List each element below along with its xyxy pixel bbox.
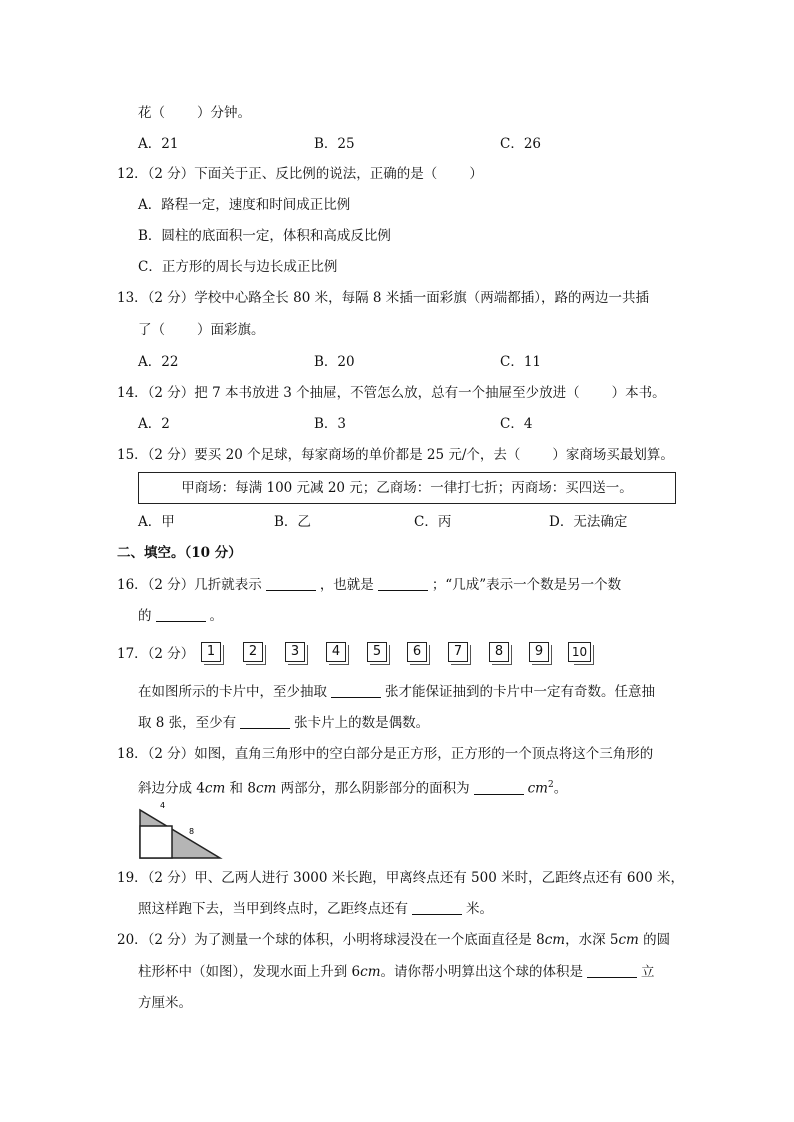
q20-stem-line1: 20．（2 分）为了测量一个球的体积，小明将球浸没在一个底面直径是 8cm，水深 5cm 的圆 xyxy=(117,932,671,948)
q14-option-b[interactable]: B．3 xyxy=(314,416,347,432)
q17-stem-line1: 在如图所示的卡片中，至少抽取 张才能保证抽到的卡片中一定有奇数。任意抽 xyxy=(138,684,655,700)
q13-option-a[interactable]: A．22 xyxy=(138,354,179,370)
q16-blank-1[interactable] xyxy=(266,576,316,591)
number-card: 3 xyxy=(285,642,305,662)
q17-stem-line2: 取 8 张，至少有 张卡片上的数是偶数。 xyxy=(138,715,430,731)
right-triangle-figure xyxy=(136,800,226,862)
q20-blank[interactable] xyxy=(587,963,637,978)
q12-stem: 12．（2 分）下面关于正、反比例的说法，正确的是（ ） xyxy=(117,166,483,182)
number-card: 6 xyxy=(407,642,427,662)
q13-option-b[interactable]: B．20 xyxy=(314,354,355,370)
number-card: 10 xyxy=(568,642,591,662)
q20-stem-line3: 方厘米。 xyxy=(138,995,192,1011)
q14-option-a[interactable]: A．2 xyxy=(138,416,170,432)
triangle-label-side: 8 xyxy=(189,827,195,836)
number-card: 9 xyxy=(529,642,549,662)
q16-blank-3[interactable] xyxy=(156,607,206,622)
q18-stem-line1: 18．（2 分）如图，直角三角形中的空白部分是正方形，正方形的一个顶点将这个三角形的 xyxy=(117,746,654,762)
q16-blank-2[interactable] xyxy=(378,576,428,591)
number-card: 5 xyxy=(367,642,387,662)
q11-option-a[interactable]: A．21 xyxy=(138,136,179,152)
q18-blank[interactable] xyxy=(474,780,524,795)
q17-blank-2[interactable] xyxy=(240,714,290,729)
q14-option-c[interactable]: C．4 xyxy=(500,416,533,432)
q14-stem: 14．（2 分）把 7 本书放进 3 个抽屉，不管怎么放，总有一个抽屉至少放进（ ）本书。 xyxy=(117,385,666,401)
q15-option-d[interactable]: D．无法确定 xyxy=(549,514,628,530)
section-heading: 二、填空。（10 分） xyxy=(117,545,242,561)
q15-stem: 15．（2 分）要买 20 个足球，每家商场的单价都是 25 元/个，去（ ）家商场买最划算。 xyxy=(117,447,674,463)
number-card: 4 xyxy=(326,642,346,662)
number-card: 7 xyxy=(448,642,468,662)
q11-tail: 花（ ）分钟。 xyxy=(138,105,251,121)
q17-blank-1[interactable] xyxy=(331,683,381,698)
number-card: 2 xyxy=(243,642,263,662)
q17-stem-number: 17．（2 分） xyxy=(117,646,195,662)
number-card: 1 xyxy=(201,642,221,662)
triangle-label-top: 4 xyxy=(160,801,166,810)
q15-option-a[interactable]: A．甲 xyxy=(138,514,175,530)
q15-option-c[interactable]: C．丙 xyxy=(414,514,452,530)
q11-option-b[interactable]: B．25 xyxy=(314,136,355,152)
q12-option-b[interactable]: B．圆柱的底面积一定，体积和高成反比例 xyxy=(138,228,391,244)
q13-option-c[interactable]: C．11 xyxy=(500,354,542,370)
q16-stem-line2: 的 。 xyxy=(138,608,223,624)
q12-option-c[interactable]: C．正方形的周长与边长成正比例 xyxy=(138,259,338,275)
q16-stem-line1: 16．（2 分）几折就表示 ，也就是 ；“几成”表示一个数是另一个数 xyxy=(117,577,622,593)
q20-stem-line2: 柱形杯中（如图），发现水面上升到 6cm。请你帮小明算出这个球的体积是 立 xyxy=(138,964,655,980)
number-card: 8 xyxy=(489,642,509,662)
q13-stem-line2: 了（ ）面彩旗。 xyxy=(138,322,265,338)
q13-stem-line1: 13．（2 分）学校中心路全长 80 米，每隔 8 米插一面彩旗（两端都插），路的两边一共插 xyxy=(117,290,649,306)
q11-option-c[interactable]: C．26 xyxy=(500,136,542,152)
q15-option-b[interactable]: B．乙 xyxy=(274,514,311,530)
q19-stem-line2: 照这样跑下去，当甲到终点时，乙距终点还有 米。 xyxy=(138,901,493,917)
q15-store-info-box: 甲商场：每满 100 元减 20 元；乙商场：一律打七折；丙商场：买四送一。 xyxy=(138,472,676,504)
q19-blank[interactable] xyxy=(412,900,462,915)
q19-stem-line1: 19．（2 分）甲、乙两人进行 3000 米长跑，甲离终点还有 500 米时，乙距终点还有 600 米， xyxy=(117,870,684,886)
q18-stem-line2: 斜边分成 4cm 和 8cm 两部分，那么阴影部分的面积为 $cm^2$。 xyxy=(138,780,568,797)
q12-option-a[interactable]: A．路程一定，速度和时间成正比例 xyxy=(138,197,351,213)
